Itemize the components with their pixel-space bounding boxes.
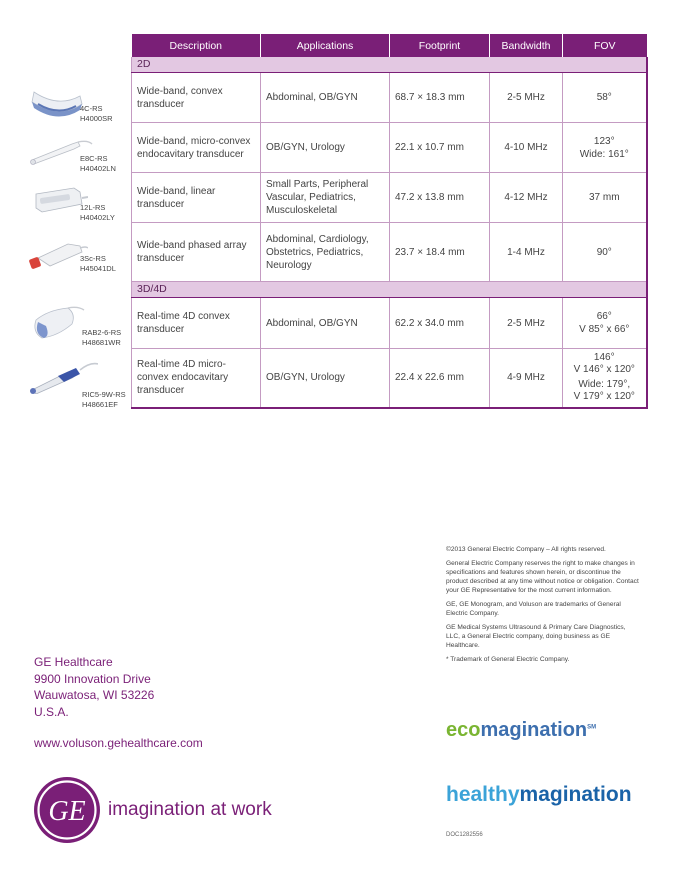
probe-rab2-6-rs	[28, 306, 128, 348]
probe-part: H40402LN	[80, 164, 116, 173]
cell-footprint: 62.2 x 34.0 mm	[390, 298, 490, 349]
probe-12l-rs	[28, 184, 128, 226]
cell-footprint: 23.7 × 18.4 mm	[390, 223, 490, 282]
cell-applications: Abdominal, OB/GYN	[261, 73, 390, 123]
fov-line: V 146° x 120°	[573, 364, 635, 376]
cell-footprint: 22.1 x 10.7 mm	[390, 123, 490, 173]
website-link[interactable]: www.voluson.gehealthcare.com	[34, 736, 203, 750]
section-row-2d	[132, 57, 647, 73]
cell-footprint: 47.2 x 13.8 mm	[390, 173, 490, 223]
table-row	[132, 349, 647, 408]
cell-description: Wide-band, convex transducer	[132, 73, 261, 123]
cell-applications: Small Parts, Peripheral Vascular, Pediatrics, Musculoskeletal	[261, 173, 390, 223]
fov-line: 66°	[596, 311, 612, 322]
header-fov: FOV	[563, 34, 647, 57]
table-row	[132, 298, 647, 349]
header-applications: Applications	[261, 34, 390, 57]
probe-part: H48661EF	[82, 400, 118, 409]
copyright-text: ©2013 General Electric Company – All rights reserved.	[446, 546, 606, 553]
cell-bandwidth: 4-12 MHz	[490, 173, 563, 223]
cell-bandwidth: 2-5 MHz	[490, 298, 563, 349]
spec-table	[131, 34, 648, 409]
fov-line: V 85° x 66°	[579, 324, 630, 335]
probe-label	[80, 254, 116, 274]
cell-bandwidth: 1-4 MHz	[490, 223, 563, 282]
table-header-row	[132, 34, 647, 57]
address-line: U.S.A.	[34, 704, 69, 719]
cell-fov	[563, 349, 647, 408]
probe-label	[80, 154, 116, 174]
document-number: DOC1282556	[446, 832, 483, 838]
address-line: Wauwatosa, WI 53226	[34, 688, 155, 702]
fov-line: 37 mm	[588, 192, 620, 203]
probe-label	[80, 203, 115, 223]
probe-part: H45041DL	[80, 264, 116, 273]
table-row	[132, 223, 647, 282]
probe-model: 3Sc-RS	[80, 254, 106, 263]
cell-footprint: 22.4 x 22.6 mm	[390, 349, 490, 408]
probe-part: H4000SR	[80, 114, 113, 123]
cell-applications: OB/GYN, Urology	[261, 349, 390, 408]
probe-label	[82, 390, 126, 410]
ge-monogram-logo	[33, 776, 101, 844]
probe-e8c-rs	[28, 136, 128, 178]
eco-part: eco	[446, 719, 481, 741]
cell-description: Real-time 4D convex transducer	[132, 298, 261, 349]
probe-model: 12L-RS	[80, 203, 106, 212]
cell-footprint: 68.7 × 18.3 mm	[390, 73, 490, 123]
probe-4c-rs	[28, 86, 128, 126]
table-row	[132, 173, 647, 223]
fov-line: 90°	[596, 246, 612, 258]
probe-ric5-9w-rs	[28, 360, 128, 416]
cell-description: Real-time 4D micro-convex endocavitary transducer	[132, 349, 261, 408]
cell-fov	[563, 223, 647, 282]
fov-line: 146°	[593, 352, 615, 364]
probe-part: H48681WR	[82, 338, 121, 347]
table-row	[132, 73, 647, 123]
probe-model: 4C-RS	[80, 104, 103, 113]
cell-fov	[563, 298, 647, 349]
healthymagination-logo	[446, 783, 632, 807]
4d-endocavitary-probe-icon	[28, 360, 98, 394]
company-address	[34, 654, 154, 720]
section-label: 2D	[132, 57, 647, 73]
cell-description: Wide-band, linear transducer	[132, 173, 261, 223]
phased-array-probe-icon	[28, 236, 88, 272]
ge-monogram-text: GE	[48, 796, 86, 827]
cell-description: Wide-band phased array transducer	[132, 223, 261, 282]
cell-bandwidth: 2-5 MHz	[490, 73, 563, 123]
cell-applications: OB/GYN, Urology	[261, 123, 390, 173]
tagline: imagination at work	[108, 799, 272, 820]
trademark-footnote: * Trademark of General Electric Company.	[446, 656, 570, 663]
probe-part: H40402LY	[80, 213, 115, 222]
cell-fov	[563, 123, 647, 173]
cell-description: Wide-band, micro-convex endocavitary transducer	[132, 123, 261, 173]
cell-applications: Abdominal, OB/GYN	[261, 298, 390, 349]
probe-label	[82, 328, 121, 348]
probe-model: RIC5-9W-RS	[82, 390, 126, 399]
fov-line: 58°	[596, 92, 612, 103]
4d-convex-probe-icon	[28, 306, 88, 342]
cell-fov	[563, 173, 647, 223]
address-line: 9900 Innovation Drive	[34, 671, 151, 686]
cell-applications: Abdominal, Cardiology, Obstetrics, Pediatrics, Neurology	[261, 223, 390, 282]
fov-line: Wide: 179°,	[578, 379, 631, 391]
table-row	[132, 123, 647, 173]
magination-part: magination	[480, 719, 588, 741]
probe-3sc-rs	[28, 236, 128, 278]
ecomagination-logo	[446, 719, 596, 742]
disclaimer-text: General Electric Company reserves the right to make changes in specifications and features shown herein, or discontinue the product described at any time without notice or obligation. Contact your GE Representative for the most current information.	[446, 560, 639, 594]
header-bandwidth: Bandwidth	[490, 34, 563, 57]
header-footprint: Footprint	[390, 34, 490, 57]
convex-probe-icon	[28, 86, 88, 126]
healthy-part: healthy	[446, 783, 520, 806]
fov-line: 123°	[593, 135, 615, 147]
legal-notice	[446, 545, 641, 669]
section-label: 3D/4D	[132, 282, 647, 298]
company-text: GE Medical Systems Ultrasound & Primary Care Diagnostics, LLC, a General Electric company, doing business as GE Healthcare.	[446, 624, 626, 649]
probe-model: E8C-RS	[80, 154, 108, 163]
section-row-3d4d	[132, 282, 647, 298]
header-description: Description	[132, 34, 261, 57]
service-mark: SM	[587, 724, 597, 731]
magination-part: magination	[519, 783, 632, 806]
trademark-text: GE, GE Monogram, and Voluson are trademarks of General Electric Company.	[446, 601, 621, 617]
linear-probe-icon	[28, 184, 88, 218]
cell-fov	[563, 73, 647, 123]
probe-model: RAB2-6-RS	[82, 328, 122, 337]
address-line: GE Healthcare	[34, 655, 113, 669]
fov-line: V 179° x 120°	[573, 391, 635, 403]
probe-label	[80, 104, 113, 124]
fov-line: Wide: 161°	[579, 148, 629, 160]
cell-bandwidth: 4-10 MHz	[490, 123, 563, 173]
cell-bandwidth: 4-9 MHz	[490, 349, 563, 408]
